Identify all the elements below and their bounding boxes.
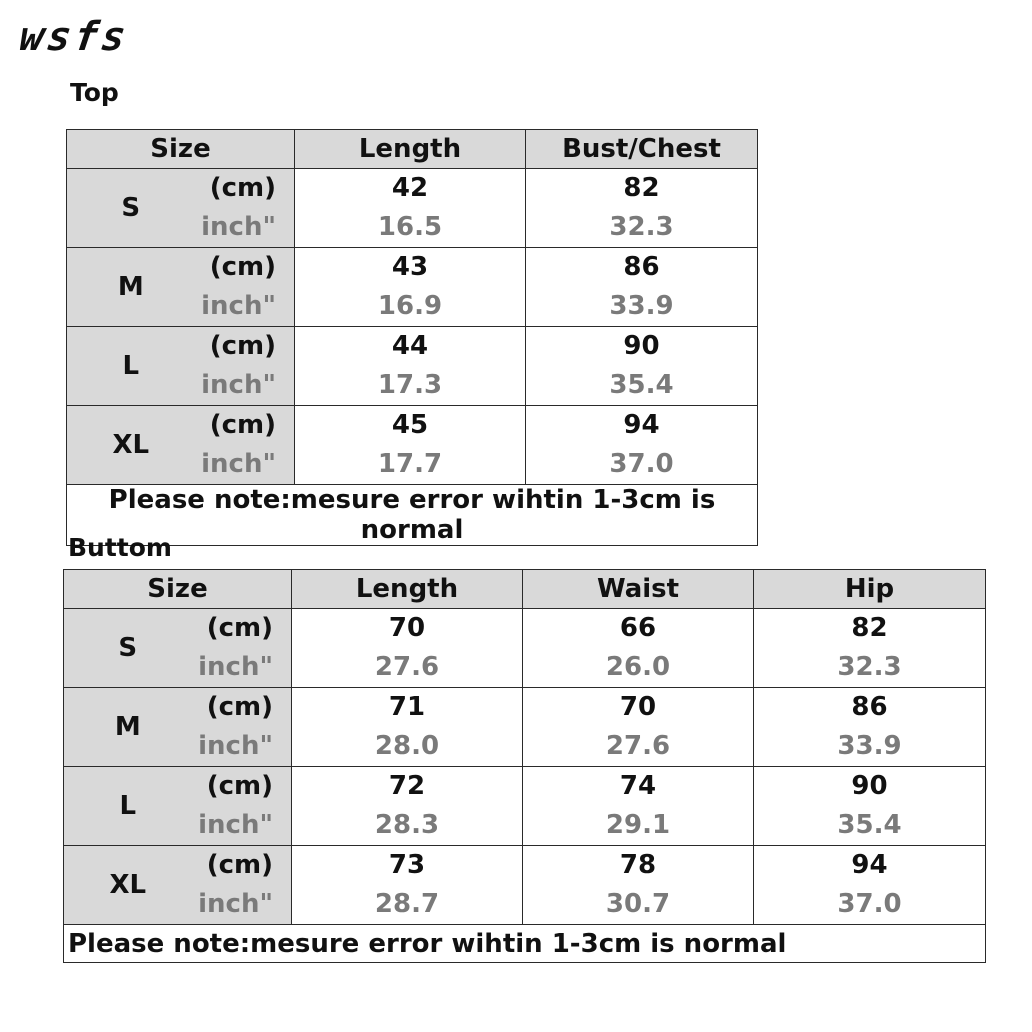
- table-row: [64, 846, 986, 925]
- inch-value: 30.7: [605, 889, 671, 919]
- header-length: Length: [295, 130, 526, 169]
- unit-labels: [192, 767, 292, 846]
- measurement-cell: [523, 767, 754, 846]
- inch-value: 29.1: [605, 810, 671, 840]
- measurement-cell: [292, 767, 523, 846]
- unit-inch-label: inch": [201, 370, 276, 400]
- measurement-note: Please note:mesure error wihtin 1-3cm is normal: [64, 925, 986, 963]
- top-size-table: [66, 129, 758, 546]
- inch-value: 32.3: [609, 212, 674, 242]
- size-label: S: [67, 169, 195, 248]
- unit-cm-label: (cm): [206, 771, 273, 801]
- inch-value: 17.7: [377, 449, 443, 479]
- measurement-cell: [754, 846, 986, 925]
- table-row: [67, 406, 758, 485]
- table-row: [64, 688, 986, 767]
- measurement-cell: [754, 609, 986, 688]
- unit-inch-label: inch": [201, 449, 276, 479]
- table-row: [64, 609, 986, 688]
- measurement-cell: [295, 169, 526, 248]
- header-size: Size: [64, 570, 292, 609]
- unit-inch-label: inch": [198, 731, 273, 761]
- inch-value: 16.5: [377, 212, 443, 242]
- top-section-title: Top: [70, 78, 119, 107]
- cm-value: 45: [391, 410, 429, 440]
- unit-labels: [192, 609, 292, 688]
- unit-cm-label: (cm): [206, 692, 273, 722]
- inch-value: 27.6: [374, 652, 440, 682]
- table-row: [67, 248, 758, 327]
- cm-value: 94: [851, 850, 888, 880]
- measurement-cell: [295, 327, 526, 406]
- unit-labels: [195, 169, 295, 248]
- header-length: Length: [292, 570, 523, 609]
- cm-value: 86: [623, 252, 660, 282]
- unit-labels: [192, 846, 292, 925]
- inch-value: 35.4: [837, 810, 902, 840]
- size-label: XL: [67, 406, 195, 485]
- cm-value: 82: [851, 613, 888, 643]
- brand-logo: wsfs: [16, 14, 132, 60]
- inch-value: 37.0: [837, 889, 902, 919]
- size-label: L: [64, 767, 192, 846]
- unit-inch-label: inch": [201, 291, 276, 321]
- measurement-cell: [526, 406, 758, 485]
- size-label: S: [64, 609, 192, 688]
- inch-value: 28.3: [374, 810, 440, 840]
- unit-labels: [192, 688, 292, 767]
- header-size: Size: [67, 130, 295, 169]
- unit-labels: [195, 327, 295, 406]
- bottom-section-title: Buttom: [68, 533, 172, 562]
- size-label: M: [64, 688, 192, 767]
- inch-value: 17.3: [377, 370, 443, 400]
- inch-value: 26.0: [605, 652, 671, 682]
- table-header-row: [67, 130, 758, 169]
- cm-value: 94: [623, 410, 660, 440]
- table-header-row: [64, 570, 986, 609]
- cm-value: 73: [388, 850, 426, 880]
- cm-value: 44: [391, 331, 429, 361]
- measurement-cell: [526, 248, 758, 327]
- inch-value: 33.9: [837, 731, 902, 761]
- measurement-cell: [292, 609, 523, 688]
- unit-cm-label: (cm): [206, 850, 273, 880]
- table-row: [67, 327, 758, 406]
- unit-inch-label: inch": [201, 212, 276, 242]
- size-label: L: [67, 327, 195, 406]
- unit-inch-label: inch": [198, 889, 273, 919]
- header-waist: Waist: [523, 570, 754, 609]
- inch-value: 32.3: [837, 652, 902, 682]
- cm-value: 86: [851, 692, 888, 722]
- unit-inch-label: inch": [198, 652, 273, 682]
- cm-value: 66: [619, 613, 657, 643]
- note-row: [64, 925, 986, 963]
- unit-cm-label: (cm): [209, 331, 276, 361]
- size-label: M: [67, 248, 195, 327]
- measurement-cell: [292, 688, 523, 767]
- cm-value: 90: [623, 331, 660, 361]
- cm-value: 43: [391, 252, 429, 282]
- cm-value: 71: [388, 692, 426, 722]
- table-row: [67, 169, 758, 248]
- inch-value: 16.9: [377, 291, 443, 321]
- unit-cm-label: (cm): [209, 173, 276, 203]
- unit-cm-label: (cm): [206, 613, 273, 643]
- table-row: [64, 767, 986, 846]
- measurement-cell: [292, 846, 523, 925]
- measurement-note: Please note:mesure error wihtin 1-3cm is normal: [67, 485, 758, 546]
- inch-value: 28.0: [374, 731, 440, 761]
- unit-labels: [195, 406, 295, 485]
- cm-value: 78: [619, 850, 657, 880]
- cm-value: 72: [388, 771, 426, 801]
- size-label: XL: [64, 846, 192, 925]
- measurement-cell: [523, 688, 754, 767]
- measurement-cell: [295, 406, 526, 485]
- cm-value: 74: [619, 771, 657, 801]
- measurement-cell: [295, 248, 526, 327]
- cm-value: 90: [851, 771, 888, 801]
- unit-cm-label: (cm): [209, 252, 276, 282]
- inch-value: 28.7: [374, 889, 440, 919]
- unit-cm-label: (cm): [209, 410, 276, 440]
- header-hip: Hip: [754, 570, 986, 609]
- inch-value: 35.4: [609, 370, 674, 400]
- measurement-cell: [523, 846, 754, 925]
- cm-value: 82: [623, 173, 660, 203]
- cm-value: 70: [388, 613, 426, 643]
- measurement-cell: [523, 609, 754, 688]
- measurement-cell: [754, 688, 986, 767]
- header-bust-chest: Bust/Chest: [526, 130, 758, 169]
- inch-value: 37.0: [609, 449, 674, 479]
- unit-inch-label: inch": [198, 810, 273, 840]
- inch-value: 33.9: [609, 291, 674, 321]
- cm-value: 42: [391, 173, 429, 203]
- measurement-cell: [526, 169, 758, 248]
- cm-value: 70: [619, 692, 657, 722]
- unit-labels: [195, 248, 295, 327]
- measurement-cell: [526, 327, 758, 406]
- measurement-cell: [754, 767, 986, 846]
- inch-value: 27.6: [605, 731, 671, 761]
- bottom-size-table: [63, 569, 986, 963]
